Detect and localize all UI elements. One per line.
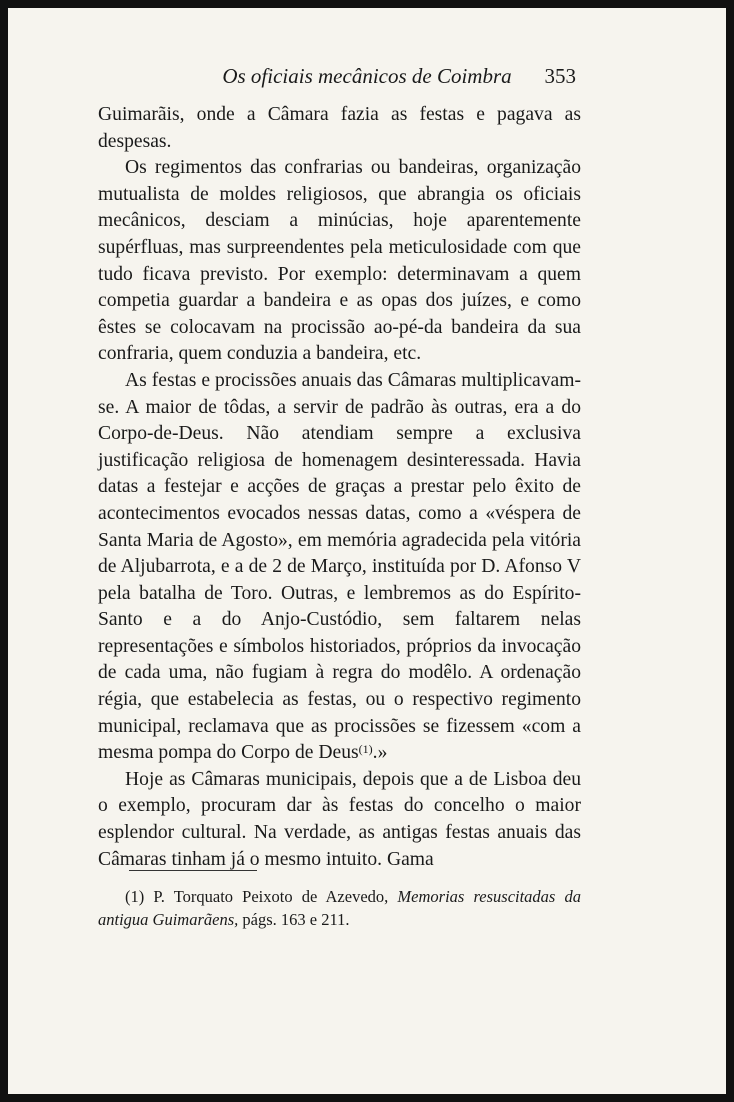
page-number: 353 [544, 64, 576, 88]
page-header [8, 64, 726, 94]
running-title: Os oficiais mecânicos de Coimbra [222, 64, 512, 88]
footnote-divider [129, 870, 257, 871]
paragraph-2: Os regimentos das confrarias ou bandeiras, organização mutualista de moldes religiosos, que abrangia os oficiais mecânicos, desciam a minúcias, hoje aparentemente supérfluas, mas surpreendentes pela meticulosidade com que tudo ficava previsto. Por exemplo: determinavam a quem competia guardar a bandeira e as opas dos juízes, e como êstes se colocavam na procissão ao-pé-da bandeira da sua confraria, quem conduzia a bandeira, etc. [98, 157, 581, 365]
footnote-reference: (1) [358, 742, 373, 757]
body-text [98, 102, 581, 873]
book-page [8, 8, 726, 1094]
paragraph-3 [98, 368, 581, 767]
paragraph-3-text: As festas e procissões anuais das Câmaras multiplicavam-se. A maior de tôdas, a servir de padrão às outras, era a do Corpo-de-Deus. Não atendiam sempre a exclusiva justificação religiosa de homenagem desinteressada. Havia datas a festejar e acções de graças a prestar pelo êxito de acontecimentos evocados nessas datas, como a «véspera de Santa Maria de Agosto», em memória agradecida pela vitória de Aljubarrota, e a de 2 de Março, instituída por D. Afonso V pela batalha de Toro. Outras, e lembremos as do Espírito-Santo e a do Anjo-Custódio, sem faltarem nelas representações e símbolos historiados, próprios da invocação de cada uma, não fugiam à regra do modêlo. A ordenação régia, que estabelecia as festas, ou o respectivo regimento municipal, reclamava que as procissões se fizessem «com a mesma pompa do Corpo de Deus [98, 369, 581, 764]
footnote-marker: (1) [125, 887, 145, 906]
footnote-pages: págs. 163 e 211. [242, 910, 350, 929]
paragraph-1: Guimarãis, onde a Câmara fazia as festas e pagava as despesas. [98, 104, 581, 152]
footnote-text: P. Torquato Peixoto de Azevedo, [153, 887, 389, 906]
paragraph-4: Hoje as Câmaras municipais, depois que a de Lisboa deu o exemplo, procuram dar às festas do concelho o maior esplendor cultural. Na verdade, as antigas festas anuais das Câmaras tinham já o mesmo intuito. Gama [98, 768, 581, 870]
footnote-1 [98, 885, 581, 931]
paragraph-3-end: .» [372, 742, 388, 764]
footnotes [98, 885, 581, 931]
footnote-title: Memorias resuscitadas da antigua Guimarãens, [98, 887, 581, 929]
